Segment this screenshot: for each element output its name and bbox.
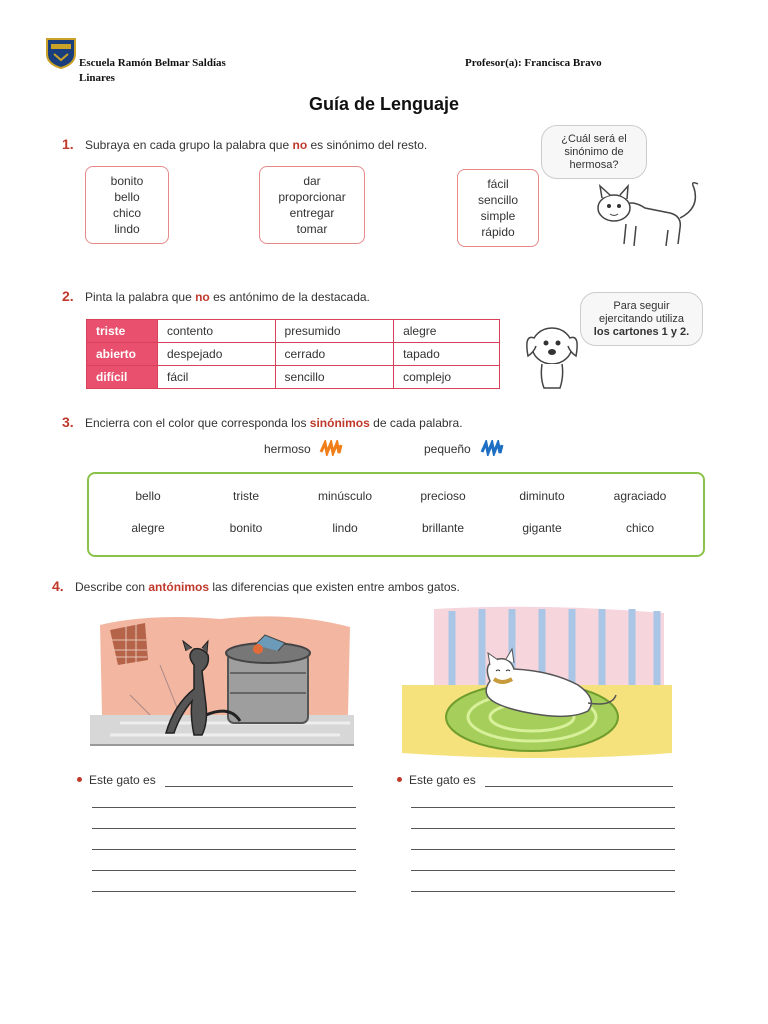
q1-word[interactable]: tomar xyxy=(296,222,328,236)
table-row xyxy=(87,366,500,389)
q2-instruction: Pinta la palabra que no es antónimo de la destacada. xyxy=(85,290,370,304)
table-row xyxy=(87,320,500,343)
table-row xyxy=(87,343,500,366)
orange-scribble-icon xyxy=(319,440,343,456)
q3-instruction: Encierra con el color que corresponda los sinónimos de cada palabra. xyxy=(85,416,463,430)
table-cell[interactable]: despejado xyxy=(158,343,276,366)
answer-line[interactable] xyxy=(485,786,673,787)
word-item[interactable]: bonito xyxy=(229,521,263,535)
q1-word[interactable]: sencillo xyxy=(477,193,519,207)
q1-group-3 xyxy=(457,169,539,247)
page-title: Guía de Lenguaje xyxy=(308,94,460,114)
q1-group-2 xyxy=(259,166,365,244)
answer-line[interactable] xyxy=(165,786,353,787)
key-word: abierto xyxy=(87,343,158,366)
synonym-word-box xyxy=(87,472,705,557)
table-cell[interactable]: complejo xyxy=(394,366,500,389)
school-city: Linares xyxy=(79,72,115,84)
bullet-dot xyxy=(77,777,82,782)
antonym-table xyxy=(86,319,500,389)
legend-hermoso-label: hermoso xyxy=(264,442,311,456)
answer-line[interactable] xyxy=(92,807,356,808)
answer-line[interactable] xyxy=(92,891,356,892)
answer-line[interactable] xyxy=(411,828,675,829)
table-cell[interactable]: alegre xyxy=(394,320,500,343)
table-cell[interactable]: presumido xyxy=(275,320,394,343)
word-item[interactable]: minúsculo xyxy=(317,489,373,503)
word-item[interactable]: bello xyxy=(135,489,161,503)
house-cat-illustration xyxy=(402,603,672,763)
blue-scribble-icon xyxy=(480,440,504,456)
q1-word[interactable]: simple xyxy=(480,209,516,223)
dog-illustration-icon xyxy=(520,316,584,392)
key-word: triste xyxy=(87,320,158,343)
table-cell[interactable]: sencillo xyxy=(275,366,394,389)
teacher-name: Profesor(a): Francisca Bravo xyxy=(465,57,602,69)
q1-word[interactable]: entregar xyxy=(289,206,335,220)
bullet-dot xyxy=(397,777,402,782)
q3-number: 3. xyxy=(62,414,74,430)
word-item[interactable]: alegre xyxy=(131,521,165,535)
answer-line[interactable] xyxy=(411,870,675,871)
left-prompt-label: Este gato es xyxy=(89,773,156,787)
word-item[interactable]: gigante xyxy=(522,521,562,535)
q1-speech-bubble: ¿Cuál será el sinónimo de hermosa? xyxy=(541,125,647,179)
answer-line[interactable] xyxy=(411,891,675,892)
table-cell[interactable]: fácil xyxy=(158,366,276,389)
answer-line[interactable] xyxy=(411,849,675,850)
word-item[interactable]: chico xyxy=(625,521,654,535)
table-cell[interactable]: contento xyxy=(158,320,276,343)
q4-instruction: Describe con antónimos las diferencias que existen entre ambos gatos. xyxy=(75,580,460,594)
table-cell[interactable]: tapado xyxy=(394,343,500,366)
q1-word[interactable]: fácil xyxy=(487,177,509,191)
q1-word[interactable]: bello xyxy=(114,190,140,204)
q1-word[interactable]: proporcionar xyxy=(278,190,346,204)
key-word: difícil xyxy=(87,366,158,389)
word-item[interactable]: agraciado xyxy=(613,489,667,503)
cat-illustration-icon xyxy=(590,178,706,250)
q1-group-1 xyxy=(85,166,169,244)
word-item[interactable]: brillante xyxy=(421,521,465,535)
q4-number: 4. xyxy=(52,578,64,594)
q1-word[interactable]: bonito xyxy=(110,174,144,188)
q1-number: 1. xyxy=(62,136,74,152)
school-crest-icon xyxy=(44,36,78,70)
q1-instruction: Subraya en cada grupo la palabra que no es sinónimo del resto. xyxy=(85,138,428,152)
word-item[interactable]: triste xyxy=(232,489,259,503)
table-cell[interactable]: cerrado xyxy=(275,343,394,366)
answer-line[interactable] xyxy=(92,849,356,850)
right-prompt-label: Este gato es xyxy=(409,773,476,787)
q2-speech-bubble: Para seguir ejercitando utiliza los cartones 1 y 2. xyxy=(580,292,703,346)
answer-line[interactable] xyxy=(92,870,356,871)
q1-word[interactable]: dar xyxy=(303,174,321,188)
legend-pequeno-label: pequeño xyxy=(424,442,471,456)
q1-word[interactable]: rápido xyxy=(481,225,515,239)
q2-number: 2. xyxy=(62,288,74,304)
word-item[interactable]: precioso xyxy=(420,489,466,503)
street-cat-illustration xyxy=(90,605,354,763)
school-name: Escuela Ramón Belmar Saldías xyxy=(79,57,226,69)
word-item[interactable]: lindo xyxy=(332,521,358,535)
answer-line[interactable] xyxy=(411,807,675,808)
q1-word[interactable]: chico xyxy=(112,206,141,220)
q1-word[interactable]: lindo xyxy=(114,222,140,236)
answer-line[interactable] xyxy=(92,828,356,829)
word-item[interactable]: diminuto xyxy=(519,489,565,503)
